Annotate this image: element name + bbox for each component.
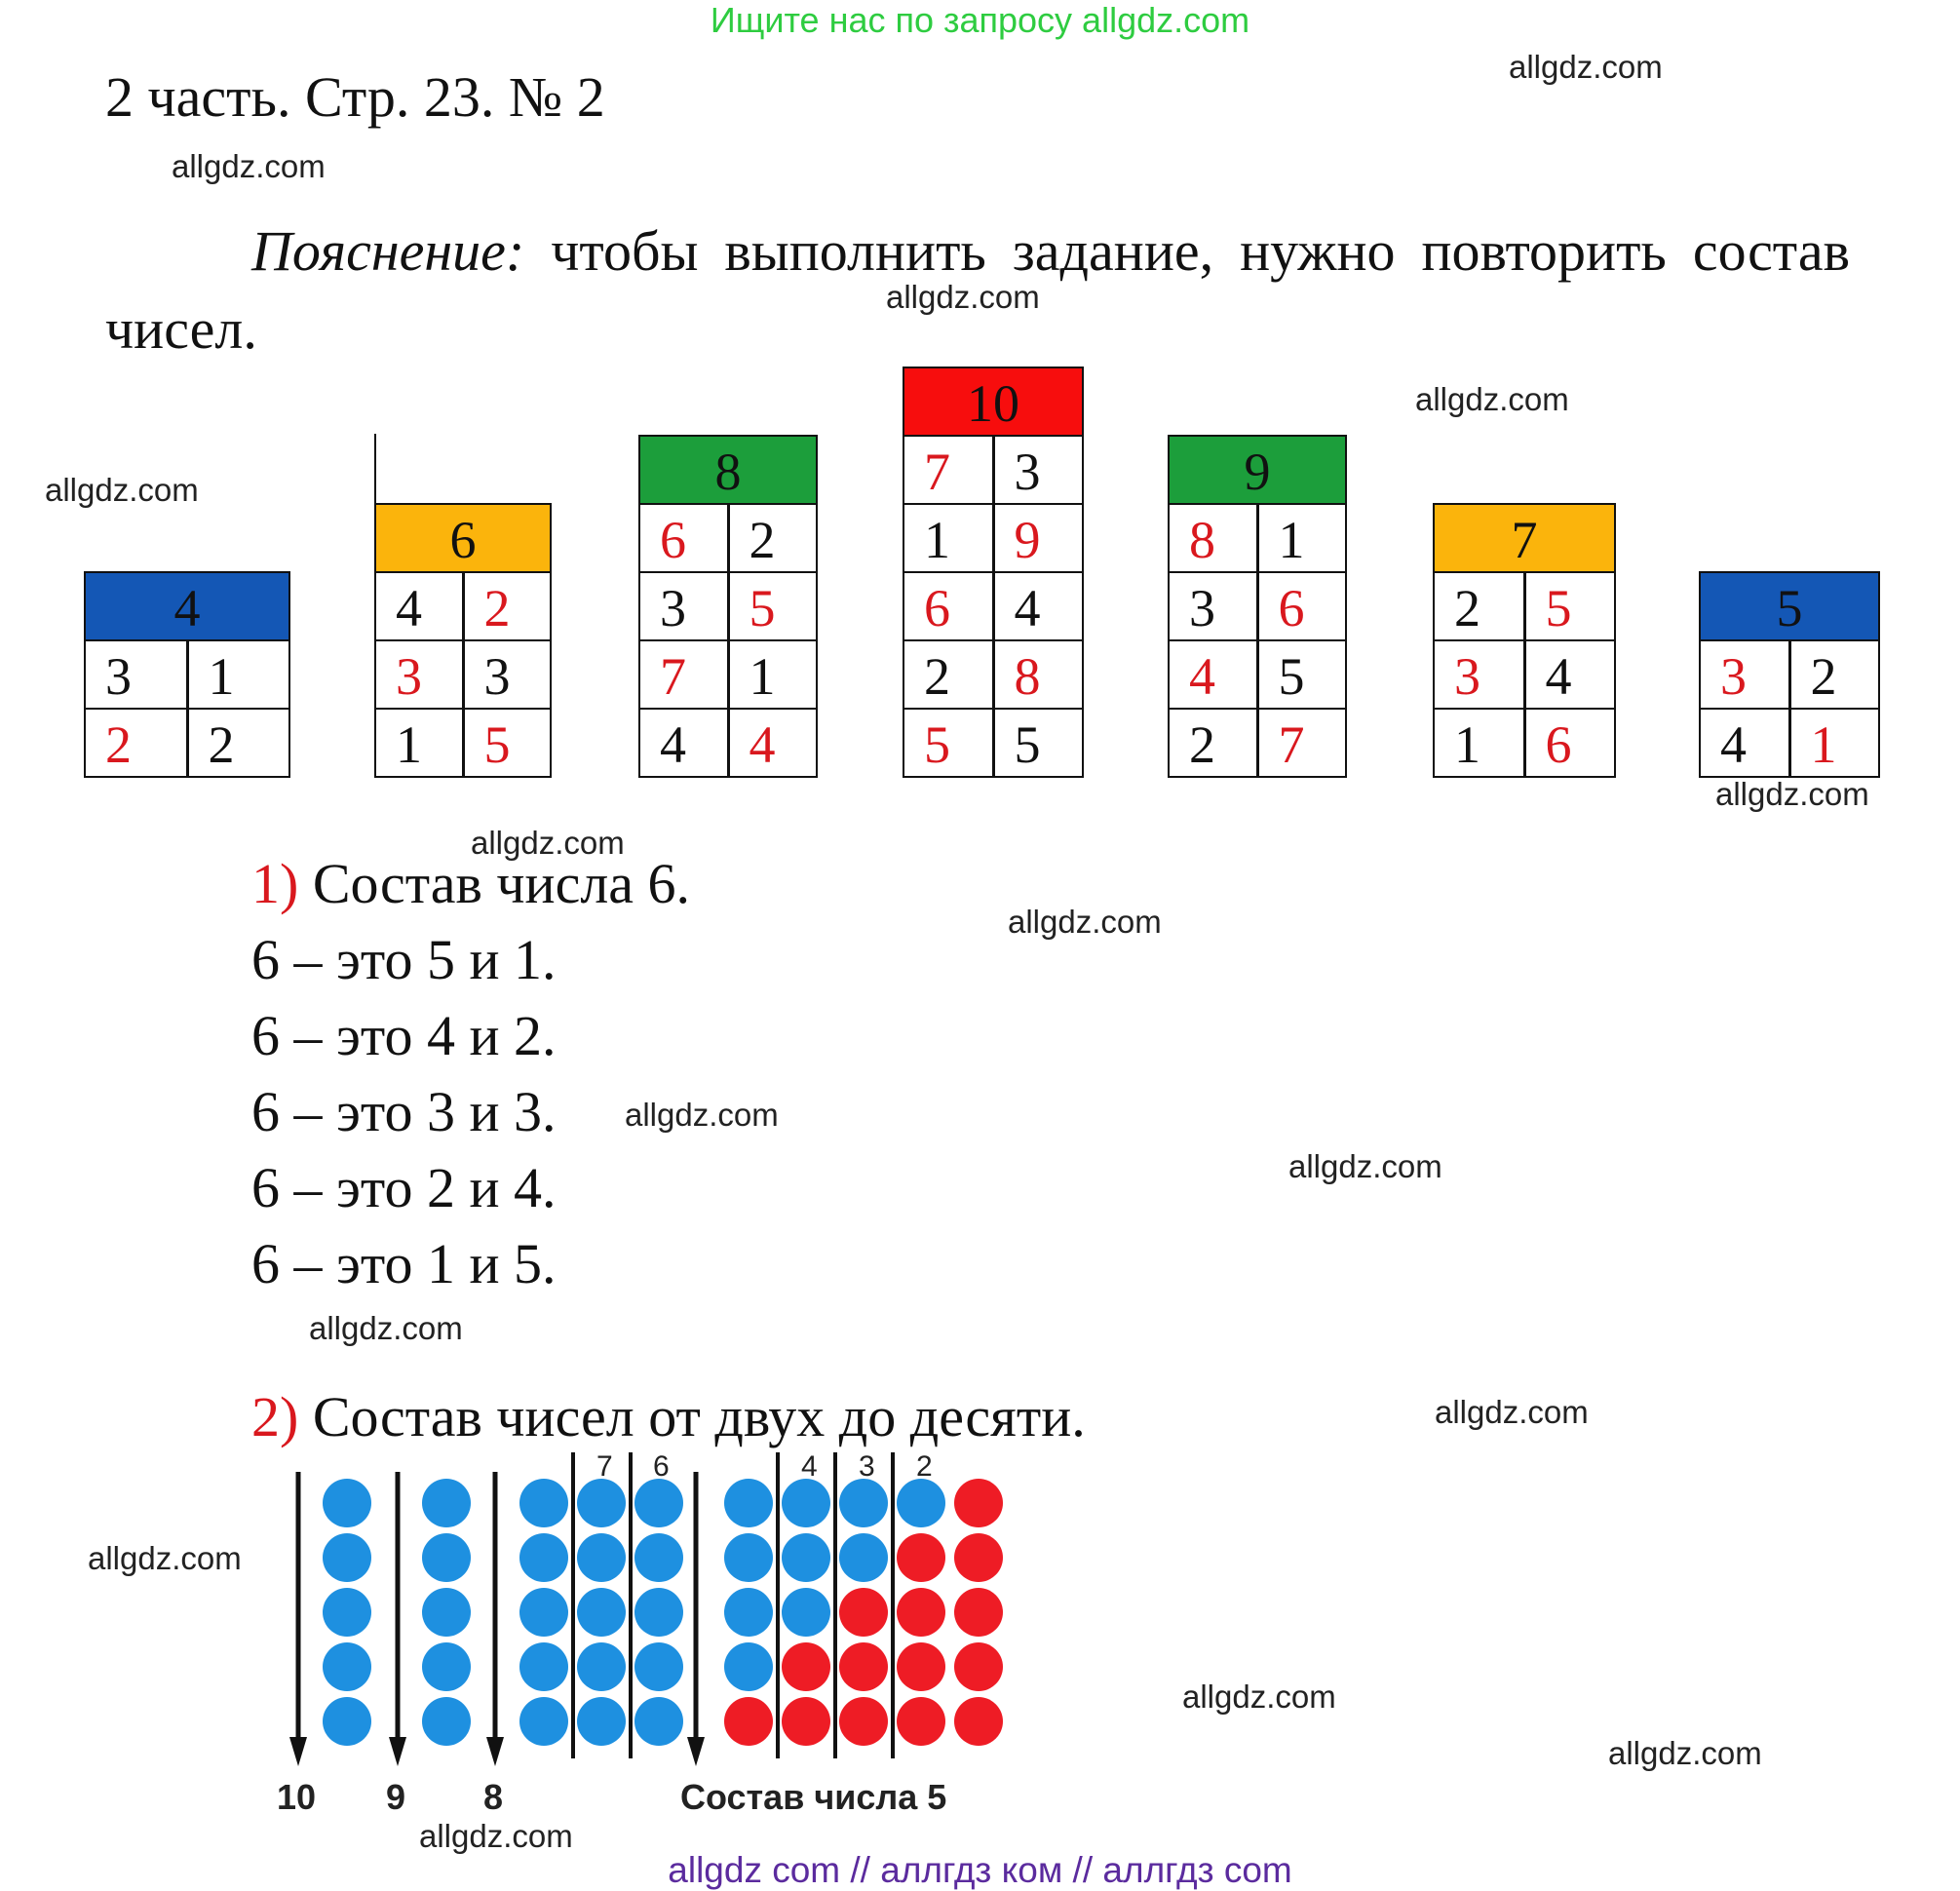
part1-line: 6 – это 5 и 1. [251, 928, 557, 991]
red-dot [897, 1533, 945, 1582]
number-table-6 [374, 503, 552, 778]
number-table-header: 9 [1170, 437, 1345, 505]
number-table-cell: 7 [660, 647, 686, 706]
watermark: allgdz.com [88, 1540, 242, 1576]
number-table-cell: 5 [462, 710, 551, 776]
red-dot [954, 1588, 1003, 1637]
bottom-label: 8 [483, 1777, 504, 1817]
bottom-label: 9 [386, 1777, 406, 1817]
red-dot [782, 1697, 830, 1746]
number-table-row [904, 437, 1082, 505]
number-table-cell: 3 [1454, 647, 1480, 706]
number-table-10 [903, 367, 1084, 778]
number-table-cell: 3 [1189, 579, 1215, 637]
red-dot [839, 1697, 888, 1746]
number-table-row [1435, 710, 1614, 776]
arrow-head [389, 1737, 406, 1766]
red-dot [782, 1642, 830, 1691]
number-table-cell: 7 [1256, 710, 1346, 776]
number-table-row [640, 505, 816, 573]
number-table-cell: 5 [924, 715, 950, 774]
number-table-header: 5 [1701, 573, 1878, 641]
number-table-header: 8 [640, 437, 816, 505]
number-table-cell: 5 [1256, 641, 1346, 708]
blue-dot [422, 1533, 471, 1582]
number-table-cell: 1 [1256, 505, 1346, 571]
explanation-label: Пояснение: [251, 219, 525, 283]
number-table-cell: 9 [992, 505, 1083, 571]
number-table-row [376, 710, 550, 776]
watermark: allgdz.com [1509, 49, 1663, 85]
number-table-row [640, 710, 816, 776]
number-table-cell: 6 [660, 511, 686, 569]
red-dot [954, 1479, 1003, 1527]
red-dot [954, 1642, 1003, 1691]
red-dot [954, 1533, 1003, 1582]
number-table-cell: 3 [396, 647, 422, 706]
blue-dot [577, 1533, 626, 1582]
number-table-cell: 5 [1523, 573, 1615, 639]
watermark: allgdz.com [1182, 1679, 1336, 1715]
blue-dot [724, 1479, 773, 1527]
part2-number: 2) [251, 1385, 299, 1448]
number-table-cell: 1 [727, 641, 817, 708]
number-table-cell: 4 [727, 710, 817, 776]
blue-dot [422, 1697, 471, 1746]
number-table-7 [1433, 503, 1616, 778]
blue-dot [897, 1479, 945, 1527]
blue-dot [323, 1697, 371, 1746]
blue-dot [577, 1479, 626, 1527]
watermark: allgdz.com [1288, 1148, 1442, 1184]
number-table-cell: 5 [727, 573, 817, 639]
number-table-row [640, 641, 816, 710]
watermark: allgdz.com [625, 1097, 779, 1133]
blue-dot [839, 1533, 888, 1582]
blue-dot [422, 1479, 471, 1527]
number-table-row [904, 573, 1082, 641]
blue-dot [422, 1642, 471, 1691]
number-table-cell: 1 [1788, 710, 1879, 776]
number-table-cell: 3 [462, 641, 551, 708]
number-table-row [1435, 573, 1614, 641]
number-table-row [904, 641, 1082, 710]
arrow-head [289, 1737, 307, 1766]
column-label: 2 [916, 1452, 933, 1483]
watermark: allgdz.com [172, 148, 326, 184]
number-table-cell: 7 [924, 443, 950, 501]
part1-line: 6 – это 4 и 2. [251, 1004, 557, 1067]
blue-dot [782, 1533, 830, 1582]
watermark: allgdz.com [309, 1310, 463, 1346]
number-table-4 [84, 571, 290, 778]
number-table-row [376, 573, 550, 641]
arrow-head [486, 1737, 504, 1766]
number-table-cell: 3 [1720, 647, 1747, 706]
figure-caption: Состав числа 5 [680, 1777, 947, 1817]
number-table-cell: 2 [924, 647, 950, 706]
footer-text: allgdz com // аллгдз ком // аллгдз com [668, 1850, 1292, 1890]
number-table-cell: 4 [1720, 715, 1747, 774]
number-table-9 [1168, 435, 1347, 778]
number-table-row [904, 710, 1082, 776]
part1-title: Состав числа 6. [312, 852, 691, 915]
column-label: 6 [653, 1452, 670, 1483]
blue-dot [519, 1697, 568, 1746]
column-label: 7 [596, 1452, 613, 1483]
blue-dot [634, 1697, 683, 1746]
watermark: allgdz.com [471, 825, 625, 861]
blue-dot [724, 1588, 773, 1637]
number-table-row [86, 710, 288, 776]
number-table-cell: 6 [924, 579, 950, 637]
number-table-row [1701, 710, 1878, 776]
number-table-cell: 2 [186, 710, 289, 776]
number-table-row [640, 573, 816, 641]
red-dot [724, 1697, 773, 1746]
blue-dot [577, 1697, 626, 1746]
number-table-cell: 3 [105, 647, 132, 706]
watermark: allgdz.com [1435, 1394, 1589, 1430]
watermark: allgdz.com [1608, 1735, 1762, 1771]
red-dot [954, 1697, 1003, 1746]
number-table-row [86, 641, 288, 710]
blue-dot [323, 1588, 371, 1637]
number-table-cell: 1 [396, 715, 422, 774]
number-table-8 [638, 435, 818, 778]
watermark: allgdz.com [1415, 381, 1569, 417]
part1-line: 6 – это 2 и 4. [251, 1156, 557, 1219]
blue-dot [782, 1479, 830, 1527]
number-table-cell: 2 [1189, 715, 1215, 774]
number-table-row [1435, 641, 1614, 710]
watermark: allgdz.com [419, 1818, 573, 1854]
blue-dot [519, 1533, 568, 1582]
watermark: allgdz.com [45, 472, 199, 508]
number-table-row [1170, 573, 1345, 641]
number-table-cell: 6 [1256, 573, 1346, 639]
number-table-cell: 3 [660, 579, 686, 637]
number-table-header: 7 [1435, 505, 1614, 573]
red-dot [839, 1588, 888, 1637]
blue-dot [634, 1479, 683, 1527]
number-table-cell: 2 [462, 573, 551, 639]
blue-dot [634, 1533, 683, 1582]
number-table-cell: 8 [992, 641, 1083, 708]
part1-line: 6 – это 1 и 5. [251, 1232, 557, 1295]
blue-dot [839, 1479, 888, 1527]
number-table-cell: 1 [924, 511, 950, 569]
number-table-cell: 2 [1454, 579, 1480, 637]
number-table-cell: 4 [1523, 641, 1615, 708]
number-table-cell: 1 [1454, 715, 1480, 774]
blue-dot [323, 1479, 371, 1527]
number-table-cell: 6 [1523, 710, 1615, 776]
number-table-cell: 4 [992, 573, 1083, 639]
page-heading: 2 часть. Стр. 23. № 2 [105, 65, 605, 129]
number-table-row [1170, 710, 1345, 776]
part2-title: Состав чисел от двух до десяти. [312, 1385, 1086, 1448]
blue-dot [323, 1642, 371, 1691]
number-table-cell: 3 [992, 437, 1083, 503]
part2-title-line [251, 1384, 1086, 1449]
number-table-cell: 8 [1189, 511, 1215, 569]
number-table-cell: 2 [727, 505, 817, 571]
divider-line [374, 434, 376, 504]
explanation-text: чтобы выполнить задание, нужно повторить состав чисел. [105, 219, 1850, 361]
number-table-row [1701, 641, 1878, 710]
arrow-head [687, 1737, 705, 1766]
number-table-row [376, 641, 550, 710]
red-dot [897, 1588, 945, 1637]
number-table-row [1170, 641, 1345, 710]
top-banner: Ищите нас по запросу allgdz.com [710, 0, 1250, 40]
bottom-label: 10 [277, 1777, 317, 1817]
blue-dot [577, 1642, 626, 1691]
number-table-cell: 4 [660, 715, 686, 774]
watermark: allgdz.com [1715, 776, 1869, 812]
watermark: allgdz.com [886, 279, 1040, 315]
part1-line: 6 – это 3 и 3. [251, 1080, 557, 1143]
blue-dot [634, 1588, 683, 1637]
number-table-cell: 1 [186, 641, 289, 708]
column-label: 3 [859, 1452, 875, 1483]
number-table-cell: 4 [396, 579, 422, 637]
red-dot [897, 1642, 945, 1691]
dots-figure [263, 1452, 1043, 1833]
blue-dot [422, 1588, 471, 1637]
blue-dot [519, 1642, 568, 1691]
number-table-5 [1699, 571, 1880, 778]
column-label: 4 [801, 1452, 818, 1483]
blue-dot [323, 1533, 371, 1582]
number-table-header: 6 [376, 505, 550, 573]
blue-dot [577, 1588, 626, 1637]
number-table-row [904, 505, 1082, 573]
number-table-cell: 4 [1189, 647, 1215, 706]
blue-dot [724, 1642, 773, 1691]
red-dot [839, 1642, 888, 1691]
part1-number: 1) [251, 852, 299, 915]
blue-dot [634, 1642, 683, 1691]
blue-dot [724, 1533, 773, 1582]
number-table-cell: 5 [992, 710, 1083, 776]
blue-dot [519, 1588, 568, 1637]
red-dot [897, 1697, 945, 1746]
blue-dot [782, 1588, 830, 1637]
number-table-header: 4 [86, 573, 288, 641]
blue-dot [519, 1479, 568, 1527]
number-table-cell: 2 [1788, 641, 1879, 708]
watermark: allgdz.com [1008, 904, 1162, 940]
number-table-cell: 2 [105, 715, 132, 774]
number-table-header: 10 [904, 368, 1082, 437]
number-table-row [1170, 505, 1345, 573]
